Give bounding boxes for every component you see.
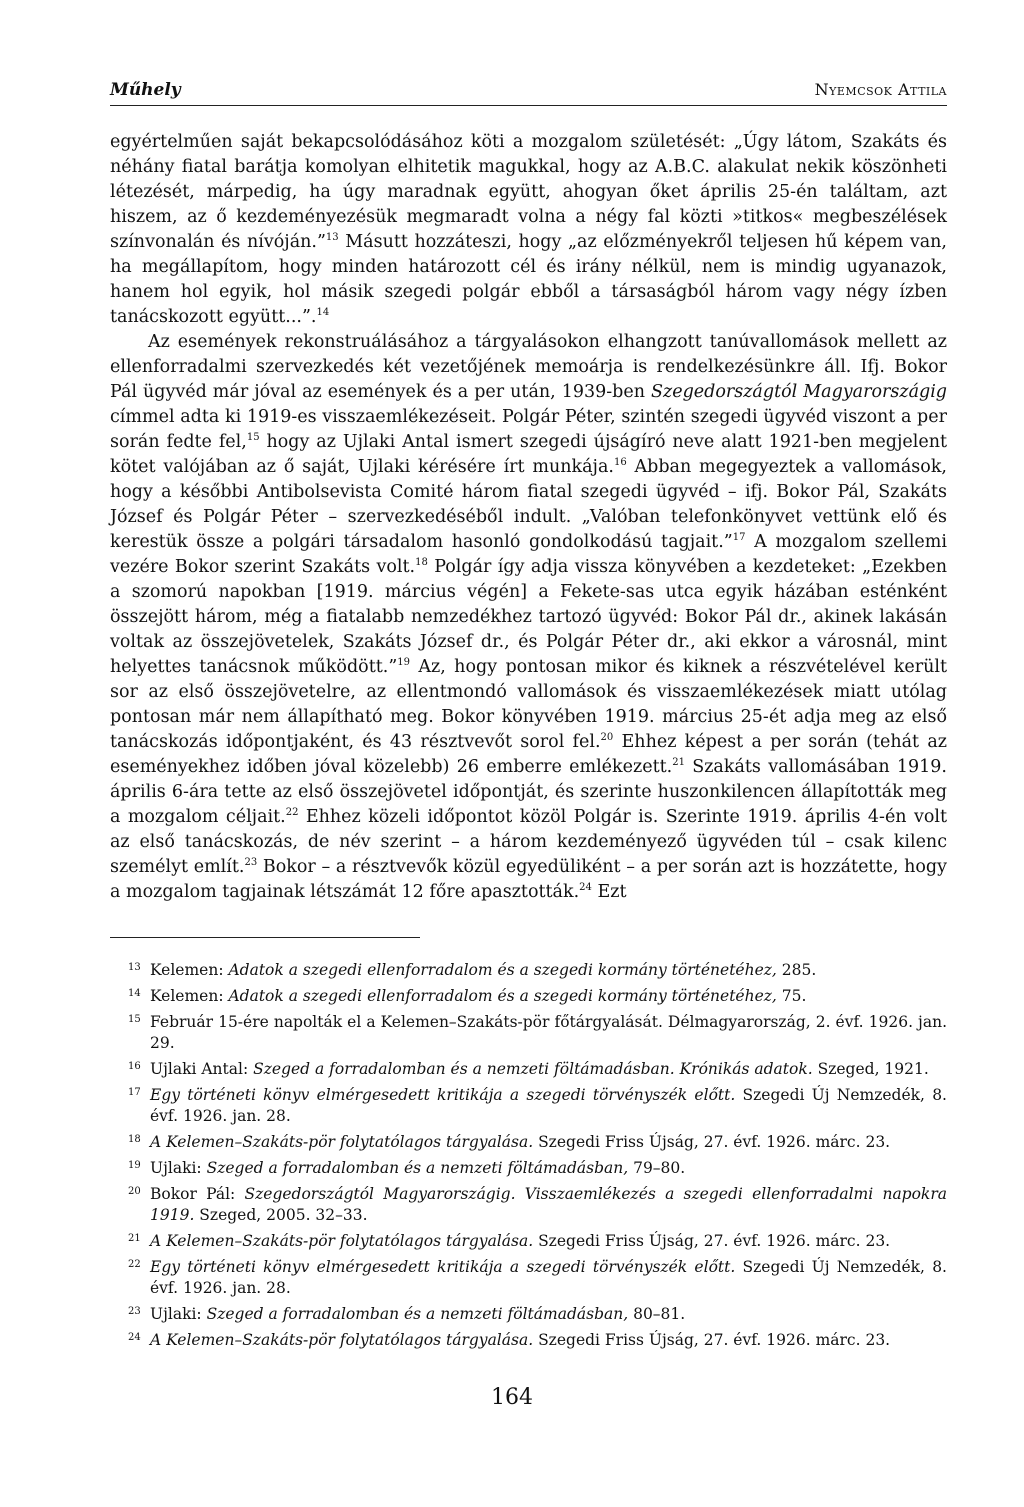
footnote-text [150, 1059, 947, 1080]
text-run: Polgár így adja vissza könyvében a kezdeteket: „Ezekben a szomorú napokban [1919. március végén] a Fekete-sas utca egyik házában esténként összejött három, még a fiatalabb nemzedékhez tartozó ügyvéd: Bokor Pál dr., akinek lakásán voltak az összejövetelek, Szakáts József dr., és Polgár Péter dr., aki ekkor a városnál, mint helyettes tanácsnok működött.” [110, 557, 948, 677]
footnote-text [150, 1158, 947, 1179]
footnote-text [150, 1085, 947, 1127]
italic-text: A Kelemen–Szakáts-pör folytatólagos tárgyalása. [150, 1133, 534, 1151]
footnote-number: 15 [128, 1014, 141, 1025]
text-run: 80–81. [628, 1305, 686, 1323]
text-run: Másutt hozzáteszi, hogy „az előzményekről teljesen hű képem van, ha megállapítom, hogy minden határozott cél és irány nélkül, nem is mindig ugyanazok, hanem hol egyik, hol másik szegedi polgár ebből a társaságból három vagy négy ízben tanácskozott együtt...”. [110, 232, 947, 327]
running-header [110, 80, 947, 106]
footnote-ref: 15 [246, 432, 260, 443]
text-run: Ujlaki: [150, 1159, 207, 1177]
italic-text: A Kelemen–Szakáts-pör folytatólagos tárgyalása. [150, 1232, 534, 1250]
footnote-ref: 21 [672, 757, 685, 768]
footnote-ref: 19 [397, 657, 411, 668]
footnote-ref: 23 [244, 857, 258, 868]
text-run: Szegedi Új Nemzedék, 8. évf. 1926. jan. 28. [150, 1258, 947, 1297]
italic-text: Szeged a forradalomban és a nemzeti föltámadásban. Krónikás adatok. [253, 1060, 813, 1078]
footnote-item [110, 1184, 947, 1226]
text-run: Szeged, 2005. 32–33. [194, 1206, 368, 1224]
footnote-item [110, 1132, 947, 1153]
footnote-number: 17 [128, 1087, 141, 1098]
footnote-text [150, 960, 947, 981]
text-run: Kelemen: [150, 961, 229, 979]
text-run: Abban megegyeztek a vallomások, hogy a későbbi Antibolsevista Comité három fiatal szegedi ügyvéd – ifj. Bokor Pál, Szakáts József és Polgár Péter – szervezkedéséből indult. „Valóban telefonkönyvet vettünk elő és kerestük össze a polgári társadalom hasonló gondolkodású tagjait.” [110, 457, 947, 552]
footnote-text [150, 1330, 947, 1351]
text-run: Ehhez képest a per során (tehát az eseményekhez időben jóval közelebb) 26 emberre emlékezett. [110, 732, 947, 777]
footnote-ref: 16 [613, 457, 627, 468]
footnote-ref: 18 [415, 557, 428, 568]
text-run: 79–80. [628, 1159, 686, 1177]
footnote-ref: 13 [325, 232, 339, 243]
text-run: Ehhez közeli időpontot közöl Polgár is. Szerinte 1919. április 4-én volt az első tanácskozás, de név szerint – a három kezdeményező ügyvéden túl – csak kilenc személyt említ. [110, 807, 947, 877]
italic-text: Szeged a forradalomban és a nemzeti föltámadásban, [206, 1159, 629, 1177]
footnote-ref: 22 [285, 807, 299, 818]
footnote-number: 21 [128, 1233, 141, 1244]
footnote-item [110, 1330, 947, 1351]
footnote-item [110, 1231, 947, 1252]
italic-text: Egy történeti könyv elmérgesedett kritikája a szegedi törvényszék előtt. [150, 1258, 736, 1276]
text-run: A mozgalom szellemi vezére Bokor szerint Szakáts volt. [110, 532, 947, 577]
footnote-number: 23 [128, 1306, 141, 1317]
text-run: 75. [776, 987, 807, 1005]
text-run: Bokor – a résztvevők közül egyedüliként – a per során azt is hozzátette, hogy a mozgalom tagjainak létszámát 12 főre apasztották. [110, 857, 947, 902]
footnote-number: 13 [128, 962, 141, 973]
footnote-text [150, 1132, 947, 1153]
text-run: Az, hogy pontosan mikor és kiknek a részvételével került sor az első összejövetelre, az ellentmondó vallomások és visszaemlékezések miatt utólag pontosan már nem állapítható meg. Bokor könyvében 1919. március 25-ét adja meg az első tanácskozás időpontjaként, és 43 résztvevőt sorol fel. [110, 657, 947, 752]
text-run: Szakáts vallomásában 1919. április 6-ára tette az első összejövetel időpontját, és szerinte huszonkilencen állapították meg a mozgalom céljait. [110, 757, 947, 827]
paragraph [110, 130, 947, 330]
body-text [110, 130, 947, 905]
text-run: Február 15-ére napolták el a Kelemen–Szakáts-pör főtárgyalását. Délmagyarország, 2. évf. 1926. jan. 29. [150, 1013, 947, 1052]
footnote-item [110, 1059, 947, 1080]
footnote-item [110, 986, 947, 1007]
text-run: Bokor Pál: [150, 1185, 245, 1203]
text-run: Szegedi Új Nemzedék, 8. évf. 1926. jan. 28. [150, 1086, 947, 1125]
footnotes [110, 960, 947, 1356]
footnote-text [150, 986, 947, 1007]
text-run: címmel adta ki 1919-es visszaemlékezéseit. Polgár Péter, szintén szegedi ügyvéd viszont a per során fedte fel, [110, 407, 947, 452]
text-run: 285. [776, 961, 817, 979]
footnote-text [150, 1304, 947, 1325]
italic-text: Szegedországtól Magyarországig [651, 382, 947, 402]
paragraph [110, 330, 947, 905]
footnote-ref: 14 [316, 307, 330, 318]
text-run: Szegedi Friss Újság, 27. évf. 1926. márc. 23. [533, 1133, 891, 1151]
footnote-item [110, 1304, 947, 1325]
text-run: egyértelműen saját bekapcsolódásához köti a mozgalom születését: „Úgy látom, Szakáts és néhány fiatal barátja komolyan elhitetik magukkal, hogy az A.B.C. alakulat nekik köszönheti létezését, márpedig, ha úgy maradnak együtt, ahogyan őket április 25-én találtam, azt hiszem, az ő kezdeményezésük megmaradt volna a négy fal közti »titkos« megbeszélések színvonalán és nívóján.” [110, 132, 947, 252]
italic-text: Adatok a szegedi ellenforradalom és a szegedi kormány történetéhez, [228, 987, 777, 1005]
footnote-number: 20 [128, 1186, 141, 1197]
italic-text: A Kelemen–Szakáts-pör folytatólagos tárgyalása. [150, 1331, 534, 1349]
text-run: hogy az Ujlaki Antal ismert szegedi újságíró neve alatt 1921-ben megjelent kötet valójában az ő saját, Ujlaki kérésére írt munkája. [110, 432, 947, 477]
section-title: Műhely [110, 80, 181, 100]
footnote-number: 16 [128, 1061, 141, 1072]
text-run: Ezt [591, 882, 627, 902]
footnote-separator [110, 937, 420, 938]
footnote-number: 18 [128, 1134, 141, 1145]
author-name: Nyemcsok Attila [814, 80, 947, 99]
footnote-item [110, 960, 947, 981]
text-run: Szeged, 1921. [812, 1060, 929, 1078]
footnote-ref: 20 [600, 732, 614, 743]
footnote-number: 24 [128, 1332, 141, 1343]
footnote-text [150, 1257, 947, 1299]
text-run: Ujlaki Antal: [150, 1060, 254, 1078]
footnote-number: 14 [128, 988, 141, 999]
text-run: Ujlaki: [150, 1305, 207, 1323]
footnote-number: 22 [128, 1259, 141, 1270]
italic-text: Egy történeti könyv elmérgesedett kritikája a szegedi törvényszék előtt. [150, 1086, 736, 1104]
italic-text: Adatok a szegedi ellenforradalom és a szegedi kormány történetéhez, [228, 961, 777, 979]
footnote-number: 19 [128, 1160, 141, 1171]
footnote-item [110, 1085, 947, 1127]
footnote-item [110, 1012, 947, 1054]
text-run: Az események rekonstruálásához a tárgyalásokon elhangzott tanúvallomások mellett az ellenforradalmi szervezkedés két vezetőjének memoárja is rendelkezésünkre áll. Ifj. Bokor Pál ügyvéd már jóval az események és a per után, 1939-ben [110, 332, 947, 402]
page-number: 164 [491, 1385, 533, 1410]
text-run: Szegedi Friss Újság, 27. évf. 1926. márc. 23. [533, 1232, 891, 1250]
text-run: Szegedi Friss Újság, 27. évf. 1926. márc. 23. [533, 1331, 891, 1349]
footnote-text [150, 1012, 947, 1054]
footnote-text [150, 1184, 947, 1226]
footnote-item [110, 1257, 947, 1299]
italic-text: Szeged a forradalomban és a nemzeti föltámadásban, [206, 1305, 629, 1323]
footnote-ref: 17 [732, 532, 746, 543]
footnote-ref: 24 [579, 882, 592, 893]
footnote-text [150, 1231, 947, 1252]
text-run: Kelemen: [150, 987, 229, 1005]
footnote-item [110, 1158, 947, 1179]
italic-text: Szegedországtól Magyarországig. Visszaemlékezés a szegedi ellenforradalmi napokra 1919. [150, 1185, 947, 1224]
